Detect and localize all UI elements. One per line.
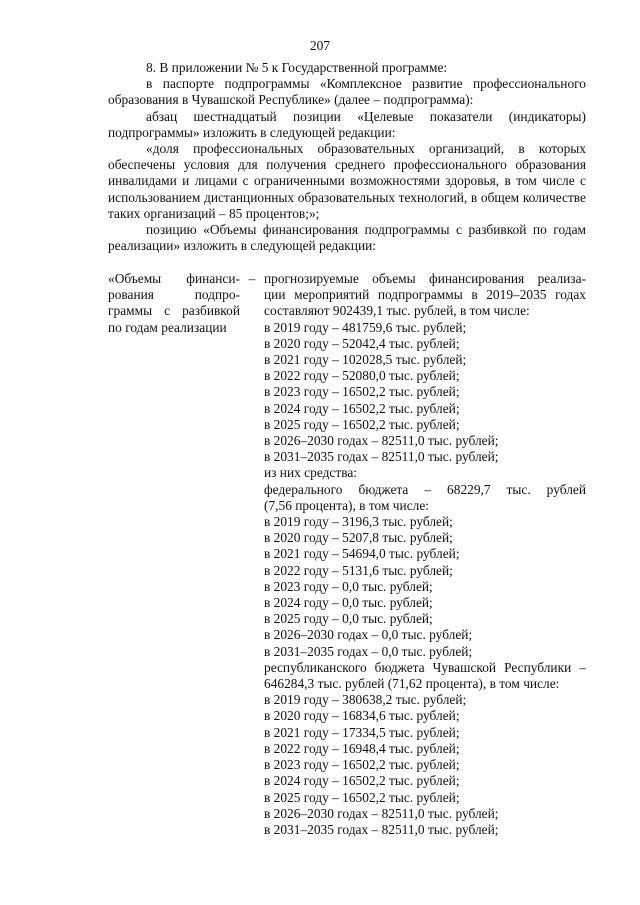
detail-line: в 2026–2030 годах – 82511,0 тыс. рублей; <box>264 433 499 449</box>
document-body <box>108 60 586 254</box>
detail-line: в 2025 году – 0,0 тыс. рублей; <box>264 611 433 627</box>
detail-line: в 2026–2030 годах – 82511,0 тыс. рублей; <box>264 805 499 821</box>
detail-line: в 2020 году – 5207,8 тыс. рублей; <box>264 530 453 546</box>
detail-line: в 2019 году – 3196,3 тыс. рублей; <box>264 514 453 530</box>
detail-line: республиканского бюджета Чувашской Республики – <box>264 659 586 675</box>
detail-line: прогнозируемые объемы финансирования реализа- <box>264 271 586 286</box>
detail-line: в 2025 году – 16502,2 тыс. рублей; <box>264 789 460 805</box>
detail-line: в 2021 году – 54694,0 тыс. рублей; <box>264 546 460 562</box>
detail-line: в 2025 году – 16502,2 тыс. рублей; <box>264 416 460 432</box>
detail-line: федерального бюджета – 68229,7 тыс. рублей <box>264 481 586 497</box>
title-line: граммы с разбивкой <box>108 303 240 319</box>
detail-line: в 2021 году – 102028,5 тыс. рублей; <box>264 352 467 368</box>
detail-line: в 2023 году – 0,0 тыс. рублей; <box>264 578 433 594</box>
detail-line: в 2024 году – 16502,2 тыс. рублей; <box>264 400 460 416</box>
detail-line: в 2026–2030 годах – 0,0 тыс. рублей; <box>264 627 473 643</box>
detail-line: в 2023 году – 16502,2 тыс. рублей; <box>264 384 460 400</box>
title-line: «Объемы финанси- <box>108 271 240 286</box>
title-line: рования подпро- <box>108 287 240 303</box>
detail-line: в 2022 году – 5131,6 тыс. рублей; <box>264 562 453 578</box>
detail-line: в 2021 году – 17334,5 тыс. рублей; <box>264 724 460 740</box>
detail-line: в 2024 году – 0,0 тыс. рублей; <box>264 595 433 611</box>
separator-dash: – <box>248 271 256 286</box>
financing-details <box>264 271 586 838</box>
paragraph-quote-share: «доля профессиональных образовательных организаций, в которых обеспечены условия для получения среднего профессионального образования инвалидами и лицами с ограниченными возможностями здоровья, в том числе с использованием дистанционных образовательных технологий, в общем количестве таких организаций – 85 процентов;»; <box>108 141 586 221</box>
detail-line: в 2031–2035 годах – 82511,0 тыс. рублей; <box>264 449 499 465</box>
detail-line: в 2031–2035 годах – 0,0 тыс. рублей; <box>264 643 473 659</box>
financing-position-title <box>108 271 240 838</box>
title-line: по годам реализации <box>108 319 227 335</box>
detail-line: 646284,3 тыс. рублей (71,62 процента), в том числе: <box>264 676 560 692</box>
financing-table <box>108 271 586 838</box>
paragraph-indicators: абзац шестнадцатый позиции «Целевые показатели (индикаторы) подпрограммы» изложить в следующей редакции: <box>108 108 586 140</box>
detail-line: в 2019 году – 380638,2 тыс. рублей; <box>264 692 467 708</box>
detail-line: в 2020 году – 16834,6 тыс. рублей; <box>264 708 460 724</box>
detail-line: в 2019 году – 481759,6 тыс. рублей; <box>264 319 467 335</box>
detail-line: в 2022 году – 52080,0 тыс. рублей; <box>264 368 460 384</box>
paragraph-item-8: 8. В приложении № 5 к Государственной программе: <box>146 60 448 75</box>
detail-line: в 2023 году – 16502,2 тыс. рублей; <box>264 757 460 773</box>
detail-line: составляют 902439,1 тыс. рублей, в том числе: <box>264 303 530 319</box>
detail-line: в 2031–2035 годах – 82511,0 тыс. рублей; <box>264 821 499 837</box>
page-number: 207 <box>309 38 331 53</box>
detail-line: в 2022 году – 16948,4 тыс. рублей; <box>264 740 460 756</box>
paragraph-passport: в паспорте подпрограммы «Комплексное развитие профессионального образования в Чувашской Республике» (далее – подпрограмма): <box>108 76 586 108</box>
detail-line: в 2024 году – 16502,2 тыс. рублей; <box>264 773 460 789</box>
detail-line: (7,56 процента), в том числе: <box>264 497 429 513</box>
detail-line: ции мероприятий подпрограммы в 2019–2035 годах <box>264 287 586 303</box>
paragraph-financing-position: позицию «Объемы финансирования подпрограммы с разбивкой по годам реализации» изложить в следующей редакции: <box>108 222 586 254</box>
detail-line: из них средства: <box>264 465 358 481</box>
detail-line: в 2020 году – 52042,4 тыс. рублей; <box>264 335 460 351</box>
